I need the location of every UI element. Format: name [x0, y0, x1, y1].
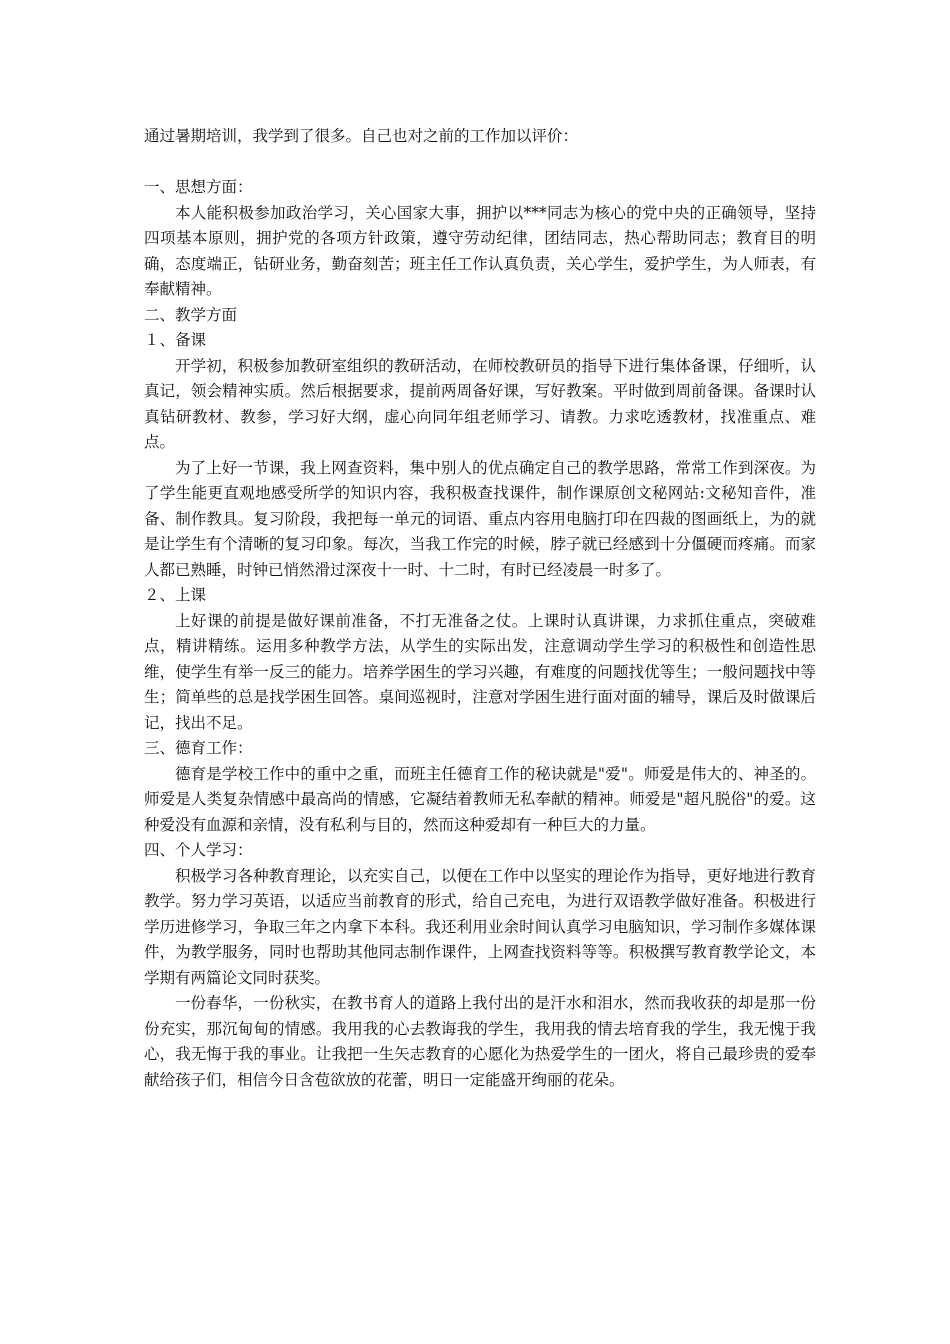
paragraph-class: 上好课的前提是做好课前准备，不打无准备之仗。上课时认真讲课，力求抓住重点，突破难点，精讲精练。运用多种教学方法，从学生的实际出发，注意调动学生学习的积极性和创造性思维，使学生有举一反三的能力。培养学困生的学习兴趣，有难度的问题找优等生；一般问题找中等生；简单些的总是找学困生回答。桌间巡视时，注意对学困生进行面对面的辅导，课后及时做课后记，找出不足。 — [144, 611, 816, 732]
paragraph-thought: 本人能积极参加政治学习，关心国家大事，拥护以***同志为核心的党中央的正确领导，坚持四项基本原则，拥护党的各项方针政策，遵守劳动纪律，团结同志，热心帮助同志；教育目的明确，态度端正，钻研业务，勤奋刻苦；班主任工作认真负责，关心学生，爱护学生，为人师表，有奉献精神。 — [144, 203, 816, 298]
paragraph-lesson-prep-1: 开学初，积极参加教研室组织的教研活动，在师校教研员的指导下进行集体备课，仔细听，认真记，领会精神实质。然后根据要求，提前两周备好课，写好教案。平时做到周前备课。备课时认真钻研教材、教参，学习好大纲，虚心向同年组老师学习、请教。力求吃透教材，找准重点、难点。 — [144, 356, 816, 451]
paragraph-study: 积极学习各种教育理论，以充实自己，以便在工作中以坚实的理论作为指导，更好地进行教育教学。努力学习英语，以适应当前教育的形式，给自己充电，为进行双语教学做好准备。积极进行学历进修学习，争取三年之内拿下本科。我还利用业余时间认真学习电脑知识，学习制作多媒体课件，为教学服务，同时也帮助其他同志制作课件，上网查找资料等等。积极撰写教育教学论文，本学期有两篇论文同时获奖。 — [144, 866, 816, 987]
paragraph-lesson-prep-2: 为了上好一节课，我上网查资料，集中别人的优点确定自己的教学思路，常常工作到深夜。为了学生能更直观地感受所学的知识内容，我积极查找课件，制作课原创文秘网站:文秘知音件，准备、制作教具。复习阶段，我把每一单元的词语、重点内容用电脑打印在四裁的图画纸上，为的就是让学生有个清晰的复习印象。每次，当我工作完的时候，脖子就已经感到十分僵硬而疼痛。而家人都已熟睡，时钟已悄然滑过深夜十一时、十二时，有时已经凌晨一时多了。 — [144, 458, 816, 579]
section-heading-teaching: 二、教学方面 — [144, 305, 238, 324]
document-body — [144, 124, 816, 1093]
subheading-class: ２、上课 — [144, 586, 207, 604]
section-heading-study: 四、个人学习： — [144, 841, 253, 859]
paragraph-moral: 德育是学校工作中的重中之重，而班主任德育工作的秘诀就是"爱"。师爱是伟大的、神圣的。师爱是人类复杂情感中最高尚的情感，它凝结着教师无私奉献的精神。师爱是"超凡脱俗"的爱。这种爱没有血源和亲情，没有私利与目的，然而这种爱却有一种巨大的力量。 — [144, 764, 816, 834]
subheading-lesson-prep: １、备课 — [144, 331, 207, 349]
blank-line — [144, 150, 816, 176]
intro-text: 通过暑期培训，我学到了很多。自己也对之前的工作加以评价： — [144, 127, 579, 145]
section-heading-moral: 三、德育工作： — [144, 739, 253, 757]
paragraph-closing: 一份春华，一份秋实，在教书育人的道路上我付出的是汗水和泪水，然而我收获的却是那一份份充实，那沉甸甸的情感。我用我的心去教诲我的学生，我用我的情去培育我的学生，我无愧于我心，我无悔于我的事业。让我把一生矢志教育的心愿化为热爱学生的一团火，将自己最珍贵的爱奉献给孩子们，相信今日含苞欲放的花蕾，明日一定能盛开绚丽的花朵。 — [144, 994, 816, 1089]
section-heading-thought: 一、思想方面： — [144, 178, 253, 196]
